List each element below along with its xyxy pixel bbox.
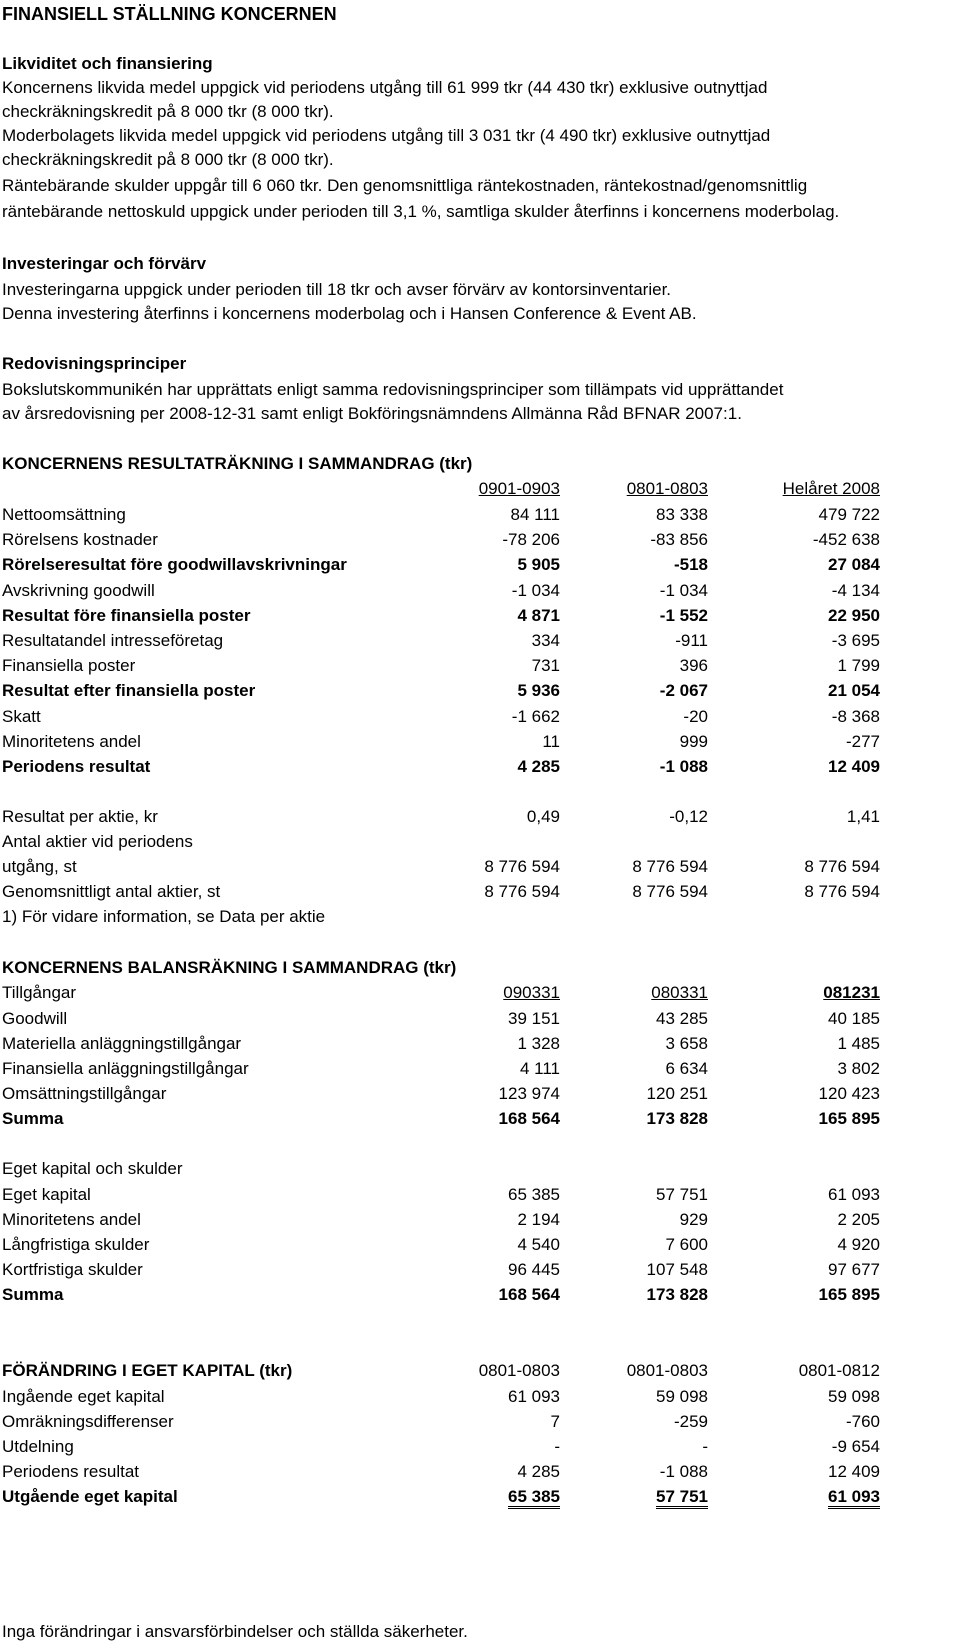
cell-value: -20 [683,706,708,726]
cell-value: 7 600 [665,1235,708,1254]
cell-value: -3 695 [831,631,880,650]
paragraph-line: Räntebärande skulder uppgår till 6 060 tkr. Den genomsnittliga räntekostnaden, räntekostnad/genomsnittlig [2,176,808,195]
cell-value: 21 054 [828,681,880,701]
cell-value: 173 828 [646,1109,708,1128]
cell-value: 8 776 594 [484,882,560,901]
cell-value: -8 368 [831,706,880,726]
table-row [2,756,880,778]
table-row [2,1386,880,1408]
cell-value: 929 [679,1210,708,1229]
cell-value: 59 098 [656,1387,708,1406]
column-header: 0801-0812 [798,1361,880,1380]
cell-value: 61 093 [828,1185,880,1204]
row-label: Utdelning [2,1437,74,1456]
row-label: Minoritetens andel [2,731,141,751]
cell-value: 168 564 [498,1109,560,1128]
cell-value: 12 409 [828,757,880,776]
cell-value: 39 151 [508,1009,560,1028]
cell-value: 4 871 [517,605,560,625]
cell-value: 57 751 [656,1487,708,1509]
cell-value: 2 194 [517,1210,560,1229]
paragraph-line: Bokslutskommunikén har upprättats enligt samma redovisningsprinciper som tillämpats vid upprättandet [2,380,784,399]
table-row [2,1259,880,1281]
section-heading-likviditet: Likviditet och finansiering [2,54,213,73]
row-label: Goodwill [2,1009,68,1028]
table-row [2,1158,880,1180]
cell-value: -259 [673,1412,708,1431]
cell-value: -1 034 [511,580,560,600]
cell-value: 3 802 [837,1059,880,1078]
row-label: Resultat per aktie, kr [2,807,158,826]
cell-value: -4 134 [831,580,880,600]
paragraph-line: räntebärande nettoskuld uppgick under perioden till 3,1 %, samtliga skulder återfinns i koncernens moderbolag. [2,202,840,221]
column-header: 0801-0803 [478,1361,560,1380]
table-row [2,1108,880,1130]
row-label: Kortfristiga skulder [2,1260,143,1279]
row-label: Resultatandel intresseföretag [2,631,224,650]
cell-value: -1 034 [659,580,708,600]
cell-value: - [702,1437,708,1456]
cell-value: -78 206 [502,530,560,550]
cell-value: 1 485 [837,1034,880,1053]
cell-value: 11 [542,731,560,751]
row-label: Eget kapital och skulder [2,1159,183,1178]
cell-value: 165 895 [818,1109,880,1128]
cell-value: 61 093 [828,1487,880,1509]
cell-value: 5 905 [517,555,560,575]
cell-value: 479 722 [818,505,880,524]
table-row [2,856,880,878]
footer-note: Inga förändringar i ansvarsförbindelser och ställda säkerheter. [2,1622,468,1641]
cell-value: 107 548 [646,1260,708,1279]
paragraph-line: Denna investering återfinns i koncernens moderbolag och i Hansen Conference & Event AB. [2,304,697,323]
section-heading-forandring: FÖRÄNDRING I EGET KAPITAL (tkr) [2,1361,293,1380]
cell-value: 12 409 [828,1462,880,1481]
row-label: Långfristiga skulder [2,1235,150,1254]
cell-value: 6 634 [665,1059,708,1078]
column-header: 0801-0803 [626,479,708,498]
table-row [2,831,880,853]
row-label: Periodens resultat [2,757,151,776]
row-label: Finansiella poster [2,656,136,676]
footnote [2,906,880,928]
cell-value: 8 776 594 [804,882,880,901]
cell-value: 4 920 [837,1235,880,1254]
cell-value: -0,12 [669,807,708,826]
cell-value: 0,49 [526,807,560,826]
table-row [2,554,880,576]
cell-value: 396 [679,656,708,676]
cell-value: 4 285 [517,757,560,776]
table-row [2,630,880,652]
row-label: Skatt [2,706,41,726]
cell-value: 173 828 [646,1285,708,1304]
page-title: FINANSIELL STÄLLNING KONCERNEN [2,4,337,24]
cell-value: 999 [679,731,708,751]
cell-value: 84 111 [510,505,560,524]
section-heading-redovisning: Redovisningsprinciper [2,354,187,373]
paragraph-line: checkräkningskredit på 8 000 tkr (8 000 tkr). [2,102,334,121]
row-label: Utgående eget kapital [2,1487,178,1506]
row-label: Genomsnittligt antal aktier, st [2,882,221,901]
paragraph-line: Moderbolagets likvida medel uppgick vid periodens utgång till 3 031 tkr (4 490 tkr) exklusive outnyttjad [2,126,771,145]
cell-value: 1 799 [837,656,880,676]
cell-value: 2 205 [837,1210,880,1229]
cell-value: 40 185 [828,1009,880,1028]
table-row [2,1411,880,1433]
row-label: Rörelseresultat före goodwillavskrivningar [2,555,347,575]
table-row [2,1033,880,1055]
cell-value: 8 776 594 [484,857,560,876]
row-label: Tillgångar [2,983,77,1002]
table-row [2,529,880,551]
table-row [2,806,880,828]
cell-value: -1 088 [659,757,708,776]
row-label: Omsättningstillgångar [2,1084,167,1103]
cell-value: 3 658 [665,1034,708,1053]
cell-value: -518 [673,555,708,575]
cell-value: 5 936 [517,681,560,701]
cell-value: -2 067 [659,681,708,701]
cell-value: 96 445 [508,1260,560,1279]
table-row [2,1083,880,1105]
paragraph-line: av årsredovisning per 2008-12-31 samt enligt Bokföringsnämndens Allmänna Råd BFNAR 2007:1. [2,404,742,423]
row-label: Eget kapital [2,1185,91,1204]
cell-value: - [554,1437,560,1456]
table-header-row [2,478,880,500]
column-header: 090331 [503,983,560,1002]
cell-value: 120 251 [646,1084,708,1103]
row-label: Materiella anläggningstillgångar [2,1034,242,1053]
row-label: Resultat efter finansiella poster [2,681,256,701]
row-label: utgång, st [2,857,77,876]
cell-value: -911 [675,631,708,650]
table-row [2,680,880,702]
table-row [2,1234,880,1256]
cell-value: 43 285 [656,1009,708,1028]
cell-value: 165 895 [818,1285,880,1304]
table-row [2,1436,880,1458]
column-header: 0901-0903 [478,479,560,498]
cell-value: 8 776 594 [632,857,708,876]
cell-value: 123 974 [498,1084,560,1103]
cell-value: -452 638 [812,530,880,550]
paragraph-line: Investeringarna uppgick under perioden till 18 tkr och avser förvärv av kontorsinventarier. [2,280,672,299]
row-label: Finansiella anläggningstillgångar [2,1059,249,1078]
section-heading-balans: KONCERNENS BALANSRÄKNING I SAMMANDRAG (tkr) [2,958,457,977]
paragraph-line: checkräkningskredit på 8 000 tkr (8 000 tkr). [2,150,334,169]
cell-value: -83 856 [650,530,708,550]
column-header: 080331 [651,983,708,1002]
cell-value: 59 098 [828,1387,880,1406]
cell-value: 22 950 [828,605,880,625]
section-heading-investeringar: Investeringar och förvärv [2,254,207,273]
cell-value: 120 423 [818,1084,880,1103]
footnote-text: 1) För vidare information, se Data per aktie [2,907,326,926]
cell-value: -1 552 [659,605,708,625]
cell-value: -1 088 [659,1462,708,1481]
table-row [2,504,880,526]
cell-value: 731 [531,656,560,676]
cell-value: 65 385 [508,1487,560,1509]
cell-value: -760 [845,1412,880,1431]
cell-value: 8 776 594 [632,882,708,901]
cell-value: 4 111 [519,1059,560,1078]
column-header: 081231 [823,983,880,1002]
cell-value: 61 093 [508,1387,560,1406]
table-row [2,1184,880,1206]
cell-value: 57 751 [656,1185,708,1204]
table-row [2,1486,880,1508]
row-label: Rörelsens kostnader [2,530,158,550]
row-label: Avskrivning goodwill [2,580,155,600]
table-header-row [2,982,880,1004]
paragraph-line: Koncernens likvida medel uppgick vid periodens utgång till 61 999 tkr (44 430 tkr) exklusive outnyttjad [2,78,768,97]
cell-value: -9 654 [831,1437,880,1456]
cell-value: 27 084 [828,555,880,575]
table-row [2,1008,880,1030]
table-row [2,706,880,728]
row-label: Summa [2,1109,64,1128]
section-heading-resultat: KONCERNENS RESULTATRÄKNING I SAMMANDRAG (tkr) [2,454,473,473]
cell-value: 168 564 [498,1285,560,1304]
cell-value: 4 540 [517,1235,560,1254]
row-label: Periodens resultat [2,1462,140,1481]
cell-value: -277 [845,731,880,751]
cell-value: 4 285 [517,1462,560,1481]
cell-value: 83 338 [656,505,708,524]
row-label: Resultat före finansiella poster [2,605,251,625]
table-row [2,731,880,753]
cell-value: 7 [550,1412,560,1431]
cell-value: 65 385 [508,1185,560,1204]
cell-value: 1 328 [517,1034,560,1053]
table-row [2,1284,880,1306]
row-label: Summa [2,1285,64,1304]
row-label: Ingående eget kapital [2,1387,165,1406]
row-label: Omräkningsdifferenser [2,1412,174,1431]
cell-value: 334 [531,631,560,650]
table-row [2,655,880,677]
table-row [2,881,880,903]
table-row [2,1461,880,1483]
cell-value: 8 776 594 [804,857,880,876]
row-label: Antal aktier vid periodens [2,832,193,851]
table-row [2,605,880,627]
cell-value: 97 677 [828,1260,880,1279]
cell-value: 1,41 [846,807,880,826]
table-row [2,1058,880,1080]
row-label: Minoritetens andel [2,1210,141,1229]
row-label: Nettoomsättning [2,505,126,524]
table-row [2,580,880,602]
column-header: 0801-0803 [626,1361,708,1380]
table-header-row [2,1360,880,1382]
cell-value: -1 662 [511,706,560,726]
table-row [2,1209,880,1231]
column-header: Helåret 2008 [782,479,880,498]
